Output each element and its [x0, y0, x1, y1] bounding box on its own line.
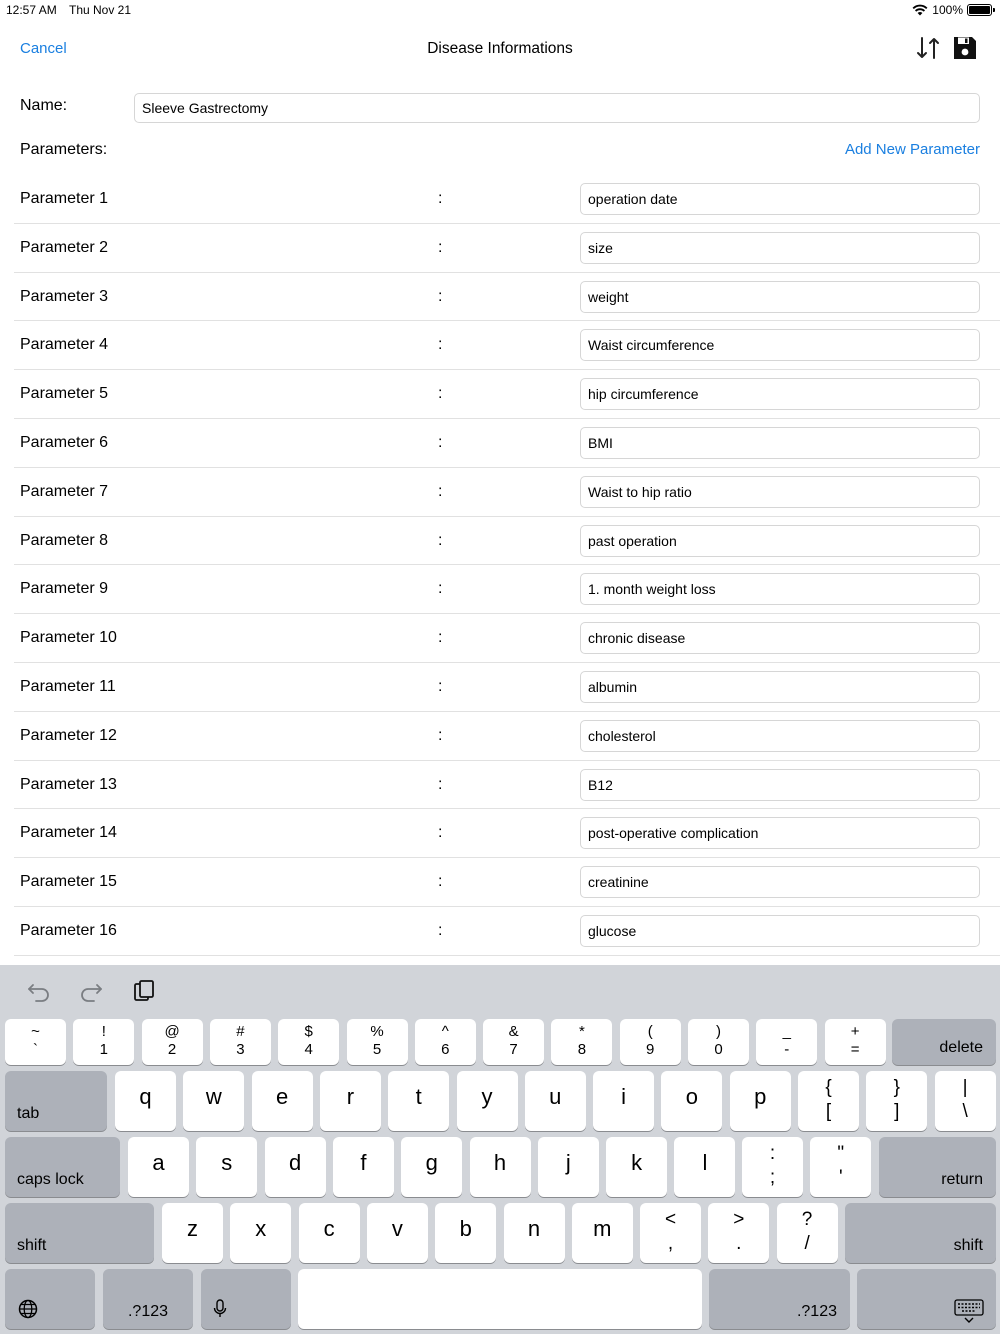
name-field[interactable]: Sleeve Gastrectomy — [134, 93, 980, 123]
key-shift-label: ~ — [31, 1023, 40, 1040]
key-label: j — [565, 1150, 571, 1175]
key-label: f — [360, 1150, 367, 1175]
key-symbol[interactable] — [640, 1203, 701, 1263]
key-label: r — [346, 1084, 355, 1109]
key-`[interactable] — [5, 1019, 66, 1065]
status-right — [912, 3, 992, 17]
key-label: \ — [962, 1101, 968, 1122]
add-new-parameter-button[interactable]: Add New Parameter — [844, 141, 980, 158]
save-icon[interactable] — [953, 36, 977, 60]
parameter-value-field[interactable]: hip circumference — [580, 378, 980, 410]
key-y[interactable] — [457, 1071, 518, 1131]
status-time: 12:57 AM — [6, 3, 57, 17]
parameter-label: Parameter 2 — [20, 238, 109, 256]
key-label: y — [481, 1084, 493, 1109]
return-key[interactable] — [879, 1137, 996, 1197]
parameter-colon: : — [438, 531, 443, 549]
parameter-row — [14, 419, 1000, 468]
key-n[interactable] — [504, 1203, 565, 1263]
key-label: v — [391, 1216, 403, 1241]
key-d[interactable] — [265, 1137, 326, 1197]
key-z[interactable] — [162, 1203, 223, 1263]
key-label: 8 — [577, 1041, 587, 1058]
parameter-colon: : — [438, 433, 443, 451]
key-label: t — [415, 1084, 422, 1109]
parameter-row — [14, 224, 1000, 273]
wifi-icon — [912, 4, 928, 16]
parameter-label: Parameter 11 — [20, 677, 116, 695]
key-symbol[interactable] — [935, 1071, 996, 1131]
battery-fill — [969, 6, 990, 14]
undo-icon[interactable] — [26, 979, 52, 1003]
parameter-label: Parameter 1 — [20, 190, 109, 207]
key-label: h — [493, 1150, 507, 1175]
key-7[interactable] — [483, 1019, 544, 1065]
parameter-colon: : — [438, 336, 443, 354]
parameter-colon: : — [438, 677, 443, 695]
parameter-label: Parameter 15 — [20, 873, 117, 891]
parameter-label: Parameter 10 — [20, 629, 117, 647]
parameter-row — [14, 761, 1000, 810]
key-label: q — [139, 1084, 152, 1109]
parameter-label: Parameter 8 — [20, 531, 109, 549]
keyboard-toolbar — [0, 965, 1000, 1017]
parameter-row — [14, 370, 1000, 419]
key-m[interactable] — [572, 1203, 633, 1263]
key-label: w — [205, 1084, 222, 1109]
key-shift-label: } — [893, 1077, 900, 1098]
key-label: - — [784, 1041, 790, 1058]
key-g[interactable] — [401, 1137, 462, 1197]
key-label: / — [804, 1233, 810, 1254]
key-label: 1 — [99, 1041, 108, 1058]
parameter-colon: : — [438, 238, 443, 256]
redo-icon[interactable] — [78, 979, 104, 1003]
name-label: Name: — [20, 97, 68, 114]
sort-icon[interactable] — [914, 34, 942, 62]
caps-lock-key[interactable] — [5, 1137, 120, 1197]
key-v[interactable] — [367, 1203, 428, 1263]
shift-key-right[interactable] — [845, 1203, 996, 1263]
key-shift-label: ( — [647, 1023, 653, 1040]
parameter-colon: : — [438, 824, 443, 842]
key-label: 2 — [167, 1041, 177, 1058]
parameter-value-field[interactable]: operation date — [580, 183, 980, 215]
key-label: 7 — [509, 1041, 518, 1058]
key-label: 9 — [646, 1041, 655, 1058]
microphone-icon — [213, 1299, 227, 1319]
key-label: u — [549, 1084, 562, 1109]
key-=[interactable] — [825, 1019, 886, 1065]
key-label: p — [754, 1084, 767, 1109]
parameter-row — [14, 273, 1000, 322]
key-label: n — [527, 1216, 541, 1241]
delete-key[interactable] — [892, 1019, 996, 1065]
key-s[interactable] — [196, 1137, 257, 1197]
key-label: l — [702, 1150, 708, 1175]
key-label: b — [459, 1216, 472, 1241]
key-shift-label: + — [850, 1023, 860, 1040]
key-e[interactable] — [252, 1071, 313, 1131]
status-date: Thu Nov 21 — [69, 3, 132, 17]
parameter-colon: : — [438, 580, 443, 598]
cancel-button[interactable]: Cancel — [20, 40, 67, 57]
key-shift-label: ? — [801, 1209, 813, 1230]
key-shift-label: & — [508, 1023, 519, 1040]
key-label: .?123 — [127, 1303, 169, 1320]
parameter-value-field[interactable]: post-operative complication — [580, 817, 980, 849]
key-shift-label: * — [578, 1023, 585, 1040]
parameter-colon: : — [438, 629, 443, 647]
key-label: .?123 — [796, 1303, 837, 1320]
key-c[interactable] — [299, 1203, 360, 1263]
dictation-key[interactable] — [201, 1269, 291, 1329]
key-label: tab — [17, 1105, 40, 1122]
key-shift-label: : — [769, 1143, 776, 1164]
tab-key[interactable] — [5, 1071, 107, 1131]
key-shift-label: > — [733, 1209, 745, 1230]
parameter-value-field[interactable]: weight — [580, 281, 980, 313]
parameter-label: Parameter 7 — [20, 482, 109, 500]
key-x[interactable] — [230, 1203, 291, 1263]
parameter-label: Parameter 6 — [20, 433, 109, 451]
parameter-value-field[interactable]: creatinine — [580, 866, 980, 898]
key-a[interactable] — [128, 1137, 189, 1197]
key-label: x — [255, 1216, 267, 1241]
shift-key-left[interactable] — [5, 1203, 154, 1263]
key-shift-label: $ — [304, 1023, 313, 1040]
parameter-label: Parameter 3 — [20, 287, 109, 305]
parameter-value-field[interactable]: cholesterol — [580, 720, 980, 752]
key-label: k — [631, 1150, 643, 1175]
key-symbol[interactable] — [777, 1203, 838, 1263]
parameter-colon: : — [438, 775, 443, 793]
key-symbol[interactable] — [810, 1137, 871, 1197]
parameter-value-field[interactable]: BMI — [580, 427, 980, 459]
key-w[interactable] — [183, 1071, 244, 1131]
key-8[interactable] — [551, 1019, 612, 1065]
key-k[interactable] — [606, 1137, 667, 1197]
key-shift-label: | — [962, 1077, 968, 1098]
key-shift-label: { — [825, 1077, 832, 1098]
key-p[interactable] — [730, 1071, 791, 1131]
key-0[interactable] — [688, 1019, 749, 1065]
parameter-colon: : — [438, 287, 443, 305]
numbers-key-left[interactable] — [103, 1269, 193, 1329]
parameter-colon: : — [438, 385, 443, 403]
parameter-label: Parameter 14 — [20, 824, 117, 842]
onscreen-keyboard — [0, 965, 1000, 1334]
key-h[interactable] — [470, 1137, 531, 1197]
parameter-label: Parameter 13 — [20, 775, 117, 793]
key-label: 6 — [441, 1041, 450, 1058]
key-2[interactable] — [142, 1019, 203, 1065]
parameter-value-field[interactable]: chronic disease — [580, 622, 980, 654]
parameter-colon: : — [438, 921, 443, 939]
page-title: Disease Informations — [427, 40, 573, 57]
keyboard-dismiss-icon — [954, 1299, 984, 1323]
key-shift-label: ) — [716, 1023, 721, 1040]
key-shift-label: ! — [101, 1023, 106, 1040]
parameter-list — [0, 175, 1000, 956]
key-shift-label: " — [837, 1143, 845, 1164]
key-j[interactable] — [538, 1137, 599, 1197]
key-label: a — [152, 1150, 165, 1175]
parameter-value-field[interactable]: glucose — [580, 915, 980, 947]
key-label: 5 — [372, 1041, 382, 1058]
key-6[interactable] — [415, 1019, 476, 1065]
key-i[interactable] — [593, 1071, 654, 1131]
parameter-value-field[interactable]: albumin — [580, 671, 980, 703]
key-label: e — [275, 1084, 289, 1109]
key-4[interactable] — [278, 1019, 339, 1065]
key-shift-label: _ — [782, 1023, 791, 1040]
parameter-value-field[interactable]: B12 — [580, 769, 980, 801]
key-symbol[interactable] — [708, 1203, 769, 1263]
battery-percent: 100% — [932, 3, 963, 17]
parameter-value-field[interactable]: past operation — [580, 525, 980, 557]
key-t[interactable] — [388, 1071, 449, 1131]
key-label: = — [850, 1041, 860, 1058]
key-label: s — [221, 1150, 233, 1175]
key-label: o — [685, 1084, 699, 1109]
key-label: g — [425, 1150, 438, 1175]
key-5[interactable] — [347, 1019, 408, 1065]
globe-key[interactable] — [5, 1269, 95, 1329]
parameter-label: Parameter 9 — [20, 580, 109, 598]
key-f[interactable] — [333, 1137, 394, 1197]
parameter-label: Parameter 5 — [20, 385, 109, 403]
hide-keyboard-key[interactable] — [857, 1269, 996, 1329]
key-label: 3 — [236, 1041, 245, 1058]
parameter-row — [14, 858, 1000, 907]
numbers-key-right[interactable] — [709, 1269, 850, 1329]
globe-icon — [18, 1299, 38, 1319]
key-label: ; — [769, 1167, 776, 1188]
key-label: ' — [838, 1167, 843, 1188]
parameter-colon: : — [438, 190, 443, 207]
key-shift-label: % — [370, 1023, 384, 1040]
parameter-row — [14, 663, 1000, 712]
key-label: caps lock — [17, 1171, 84, 1188]
key-q[interactable] — [115, 1071, 176, 1131]
key-label: , — [667, 1233, 674, 1254]
key-label: delete — [939, 1039, 983, 1056]
parameter-colon: : — [438, 873, 443, 891]
key-shift-label: @ — [164, 1023, 180, 1040]
key-label: shift — [17, 1237, 47, 1254]
key-shift-label: < — [664, 1209, 677, 1230]
parameter-row — [14, 907, 1000, 956]
parameter-value-field[interactable]: Waist to hip ratio — [580, 476, 980, 508]
paste-icon[interactable] — [132, 979, 158, 1003]
key-symbol[interactable] — [798, 1071, 859, 1131]
key-label: ` — [33, 1041, 38, 1058]
key-r[interactable] — [320, 1071, 381, 1131]
key-label: return — [941, 1171, 983, 1188]
parameter-value-field[interactable]: 1. month weight loss — [580, 573, 980, 605]
key-label: [ — [825, 1101, 832, 1122]
key-9[interactable] — [620, 1019, 681, 1065]
key-label: d — [288, 1150, 302, 1175]
parameter-value-field[interactable]: size — [580, 232, 980, 264]
parameters-label: Parameters: — [20, 141, 108, 158]
parameter-row — [14, 565, 1000, 614]
key-symbol[interactable] — [866, 1071, 927, 1131]
key-label: 0 — [714, 1041, 723, 1058]
parameter-row — [14, 321, 1000, 370]
parameter-row — [14, 175, 1000, 224]
parameter-colon: : — [438, 726, 443, 744]
parameter-row — [14, 517, 1000, 566]
navigation-bar — [0, 28, 1000, 72]
key-1[interactable] — [73, 1019, 134, 1065]
key-label: z — [187, 1216, 198, 1241]
key-b[interactable] — [435, 1203, 496, 1263]
key-l[interactable] — [674, 1137, 735, 1197]
key-label: 4 — [304, 1041, 313, 1058]
status-bar — [0, 0, 1000, 22]
parameter-row — [14, 712, 1000, 761]
key-label: shift — [953, 1237, 983, 1254]
key-o[interactable] — [661, 1071, 722, 1131]
parameter-row — [14, 614, 1000, 663]
key-u[interactable] — [525, 1071, 586, 1131]
battery-icon — [967, 4, 992, 16]
key-label: c — [323, 1216, 335, 1241]
key-3[interactable] — [210, 1019, 271, 1065]
parameter-label: Parameter 12 — [20, 726, 117, 744]
key-label: i — [621, 1084, 627, 1109]
parameter-value-field[interactable]: Waist circumference — [580, 329, 980, 361]
parameter-row — [14, 809, 1000, 858]
key-label: . — [736, 1233, 742, 1254]
key-symbol[interactable] — [742, 1137, 803, 1197]
parameter-row — [14, 468, 1000, 517]
key-shift-label: ^ — [441, 1023, 449, 1040]
parameter-label: Parameter 4 — [20, 336, 109, 354]
parameter-colon: : — [438, 482, 443, 500]
key--[interactable] — [756, 1019, 817, 1065]
space-key[interactable] — [298, 1269, 702, 1329]
parameter-label: Parameter 16 — [20, 921, 117, 939]
key-shift-label: # — [236, 1023, 245, 1040]
key-label: ] — [894, 1101, 900, 1122]
key-label: m — [593, 1216, 612, 1241]
